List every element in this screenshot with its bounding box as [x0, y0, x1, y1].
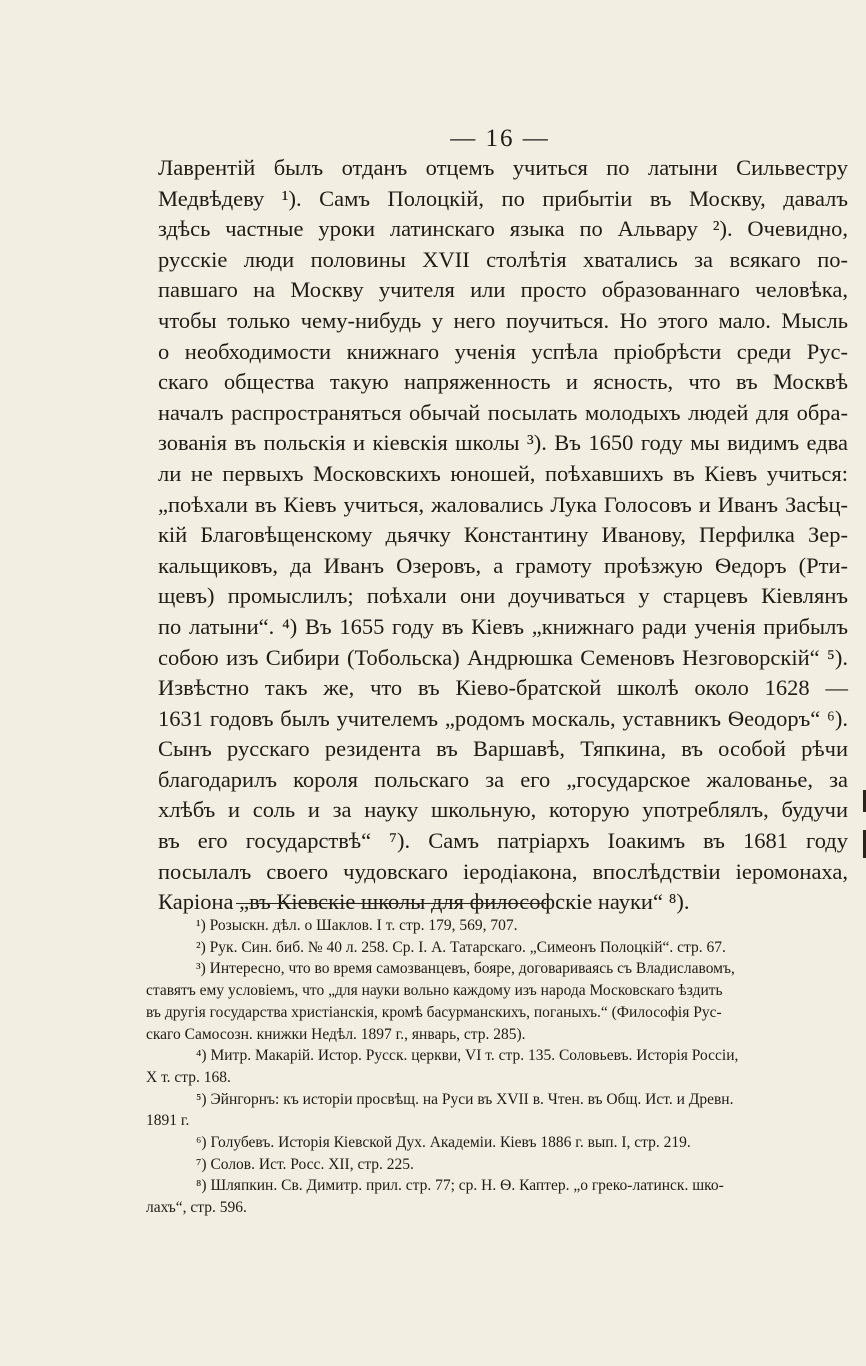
footnote-line: ⁵) Эйнгорнъ: къ исторіи просвѣщ. на Руси въ XVII в. Чтен. въ Общ. Ист. и Древн. — [196, 1090, 734, 1108]
footnote-line: въ другія государства христіанскія, кромѣ басурманскихъ, поганыхъ.“ (Философія Рус- — [146, 1003, 722, 1021]
body-line: „поѣхали въ Кіевъ учиться, жаловались Лука Голосовъ и Иванъ Засѣц- — [158, 491, 848, 517]
body-line: ли не первыхъ Московскихъ юношей, поѣхавшихъ въ Кіевъ учиться: — [158, 460, 848, 486]
footnote-line: ¹) Розыскн. дѣл. о Шаклов. I т. стр. 179, 569, 707. — [196, 917, 518, 934]
body-line: кій Благовѣщенскому дьячку Константину Иванову, Перфилка Зер- — [158, 522, 848, 548]
body-line: Каріона „въ Кіевскіе школы для философскіе науки“ ⁸). — [158, 889, 690, 915]
footnote-divider — [236, 903, 546, 904]
footnotes — [146, 915, 846, 1219]
footnote-line: X т. стр. 168. — [146, 1068, 231, 1086]
footnote-line: ⁴) Митр. Макарій. Истор. Русск. церкви, VI т. стр. 135. Соловьевъ. Исторія Россіи, — [196, 1047, 739, 1065]
footnote-line: 1891 г. — [146, 1112, 190, 1130]
page-number: — 16 — — [450, 125, 550, 152]
body-line: Извѣстно такъ же, что въ Кіево-братской школѣ около 1628 — — [158, 675, 848, 701]
body-line: 1631 годовъ былъ учителемъ „родомъ москаль, уставникъ Ѳеодоръ“ ⁶). — [158, 705, 848, 731]
body-line: посылалъ своего чудовскаго іеродіакона, впослѣдствіи іеромонаха, — [158, 858, 848, 884]
footnote-line: ставятъ ему условіемъ, что „для науки вольно каждому изъ народа Московскаго ѣздить — [146, 982, 723, 1000]
body-line: щевъ) промыслилъ; поѣхали они доучиваться у старцевъ Кіевлянъ — [158, 583, 848, 609]
body-line: Лаврентій былъ отданъ отцемъ учиться по латыни Сильвестру — [158, 155, 848, 180]
footnote-line: ⁸) Шляпкин. Св. Димитр. прил. стр. 77; ср. Н. Ѳ. Каптер. „о греко-латинск. шко- — [196, 1177, 724, 1195]
body-line: здѣсь частные уроки латинскаго языка по Альвару ²). Очевидно, — [158, 216, 848, 242]
body-line: хлѣбъ и соль и за науку школьную, которую употреблялъ, будучи — [158, 797, 848, 823]
body-line: по латыни“. ⁴) Въ 1655 году въ Кіевъ „книжнаго ради ученія прибылъ — [158, 613, 848, 639]
body-line: зованія въ польскія и кіевскія школы ³). Въ 1650 году мы видимъ едва — [158, 430, 848, 456]
body-line: въ его государствѣ“ ⁷). Самъ патріархъ Іоакимъ въ 1681 году — [158, 828, 848, 854]
body-line: Медвѣдеву ¹). Самъ Полоцкій, по прибытіи въ Москву, давалъ — [158, 185, 848, 211]
body-line: русскіе люди половины XVII столѣтія хватались за всякаго по- — [158, 246, 848, 272]
footnote-line: ⁶) Голубевъ. Исторія Кіевской Дух. Академіи. Кіевъ 1886 г. вып. I, стр. 219. — [196, 1134, 691, 1152]
footnote-line: скаго Самосозн. книжки Недѣл. 1897 г., январь, стр. 285). — [146, 1025, 526, 1043]
body-line: павшаго на Москву учителя или просто образованнаго человѣка, — [158, 277, 848, 303]
body-line: кальщиковъ, да Иванъ Озеровъ, а грамоту проѣзжую Ѳедоръ (Рти- — [158, 552, 848, 578]
body-line: скаго общества такую напряженность и ясность, что въ Москвѣ — [158, 369, 848, 395]
body-line: о необходимости книжнаго ученія успѣла пріобрѣсти среди Рус- — [158, 338, 848, 364]
body-line: благодарилъ короля польскаго за его „государское жалованье, за — [158, 766, 848, 792]
footnote-line: ³) Интересно, что во время самозванцевъ, бояре, договариваясь съ Владиславомъ, — [196, 960, 735, 978]
body-line: чтобы только чему-нибудь у него поучиться. Но этого мало. Мысль — [158, 307, 848, 333]
footnote-line: ⁷) Солов. Ист. Росс. XII, стр. 225. — [196, 1155, 414, 1173]
footnote-line: ²) Рук. Син. биб. № 40 л. 258. Ср. І. А. Татарскаго. „Симеонъ Полоцкій“. стр. 67. — [196, 938, 726, 956]
body-line: собою изъ Сибири (Тобольска) Андрюшка Семеновъ Незговорскій“ ⁵). — [158, 644, 848, 670]
footnote-line: лахъ“, стр. 596. — [146, 1199, 247, 1217]
body-text — [158, 153, 848, 918]
body-line: началъ распространяться обычай посылать молодыхъ людей для обра- — [158, 399, 848, 425]
body-line: Сынъ русскаго резидента въ Варшавѣ, Тяпкина, въ особой рѣчи — [158, 736, 848, 762]
